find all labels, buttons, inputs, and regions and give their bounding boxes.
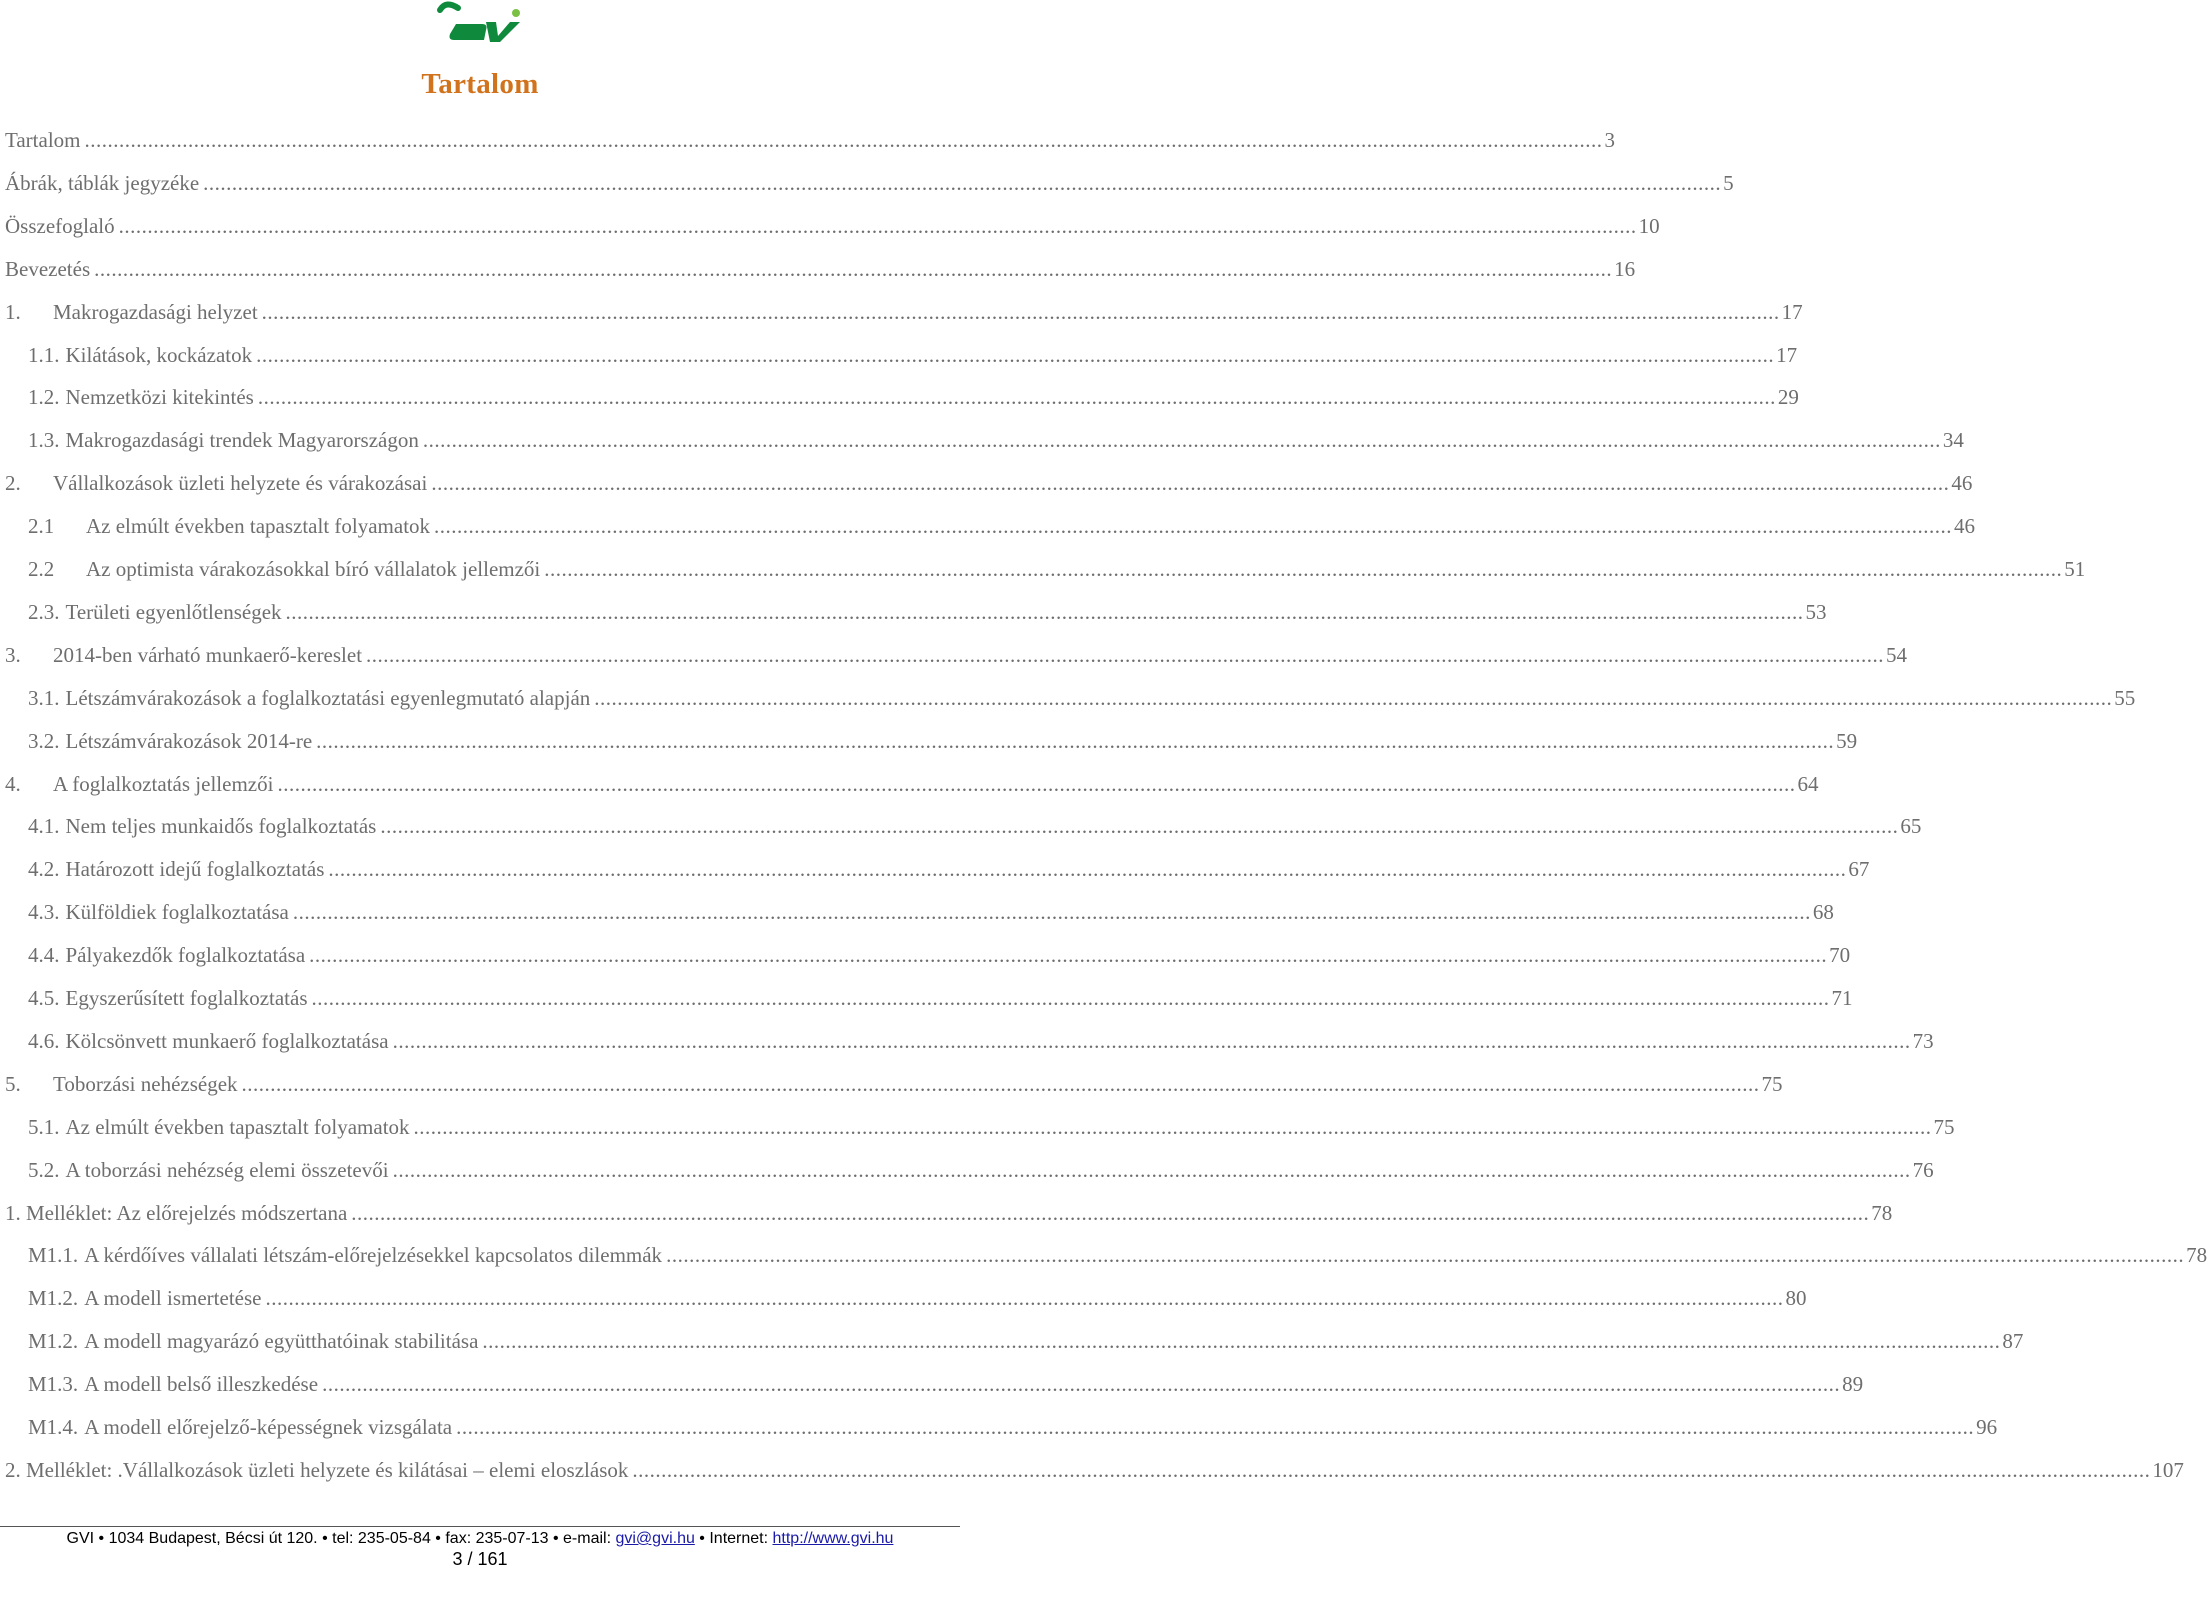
toc-entry-page: 53 (1805, 599, 1827, 624)
toc-entry-page: 75 (1761, 1071, 1783, 1096)
page-title: Tartalom (421, 68, 539, 100)
toc-leader-dots (351, 1201, 1869, 1226)
toc-entry[interactable] (0, 1286, 1807, 1314)
toc-entry-number: 1.3. (28, 428, 60, 453)
toc-entry-label: Határozott idejű foglalkoztatás (65, 857, 325, 882)
toc-entry[interactable] (0, 428, 1964, 456)
toc-leader-dots (632, 1458, 2150, 1483)
toc-entry[interactable] (0, 299, 1803, 328)
toc-entry-page: 89 (1842, 1372, 1864, 1397)
toc-entry-number: 5.2. (28, 1157, 60, 1182)
toc-entry-page: 87 (2002, 1329, 2024, 1354)
toc-entry[interactable] (0, 1243, 2207, 1271)
toc-entry[interactable] (0, 1114, 1955, 1143)
footer-separator: • Internet: (694, 1530, 773, 1547)
toc-entry[interactable] (0, 857, 1870, 885)
toc-leader-dots (328, 857, 1846, 882)
toc-entry[interactable] (0, 986, 1853, 1014)
toc-entry[interactable] (0, 170, 1734, 199)
toc-leader-dots (322, 1372, 1840, 1397)
toc-leader-dots (203, 171, 1721, 196)
toc-entry-page: 67 (1848, 857, 1870, 882)
toc-leader-dots (594, 686, 2112, 711)
toc-entry-label: 1. Melléklet: Az előrejelzés módszertana (5, 1200, 348, 1225)
toc-entry[interactable] (0, 256, 1636, 285)
toc-entry-label: Ábrák, táblák jegyzéke (5, 170, 200, 195)
footer (0, 1530, 960, 1548)
toc-entry-number: 1.1. (28, 342, 60, 367)
toc-entry-label: Egyszerűsített foglalkoztatás (65, 986, 308, 1010)
toc-entry-number: 4.3. (28, 900, 60, 925)
toc-entry[interactable] (0, 1200, 1893, 1229)
toc-entry-page: 17 (1781, 299, 1803, 324)
toc-entry[interactable] (0, 1071, 1783, 1100)
toc-entry[interactable] (0, 471, 1973, 499)
toc-leader-dots (312, 986, 1830, 1011)
toc-entry-label: Nem teljes munkaidős foglalkoztatás (65, 814, 377, 839)
toc-leader-dots (277, 772, 1795, 797)
toc-leader-dots (286, 600, 1804, 625)
toc-entry-label: Makrogazdasági trendek Magyarországon (65, 428, 419, 453)
toc-leader-dots (666, 1243, 2184, 1268)
toc-entry-label: A modell magyarázó együtthatóinak stabilitása (84, 1329, 479, 1354)
toc-entry-page: 80 (1785, 1286, 1807, 1311)
toc-entry-page: 55 (2114, 685, 2136, 710)
toc-entry-page: 51 (2064, 557, 2086, 581)
footer-web-link[interactable]: http://www.gvi.hu (772, 1530, 894, 1547)
toc-entry-page: 17 (1776, 342, 1798, 367)
toc-entry-label: Tartalom (5, 128, 81, 152)
toc-entry-page: 70 (1829, 943, 1851, 968)
toc-entry-label: Az elmúlt években tapasztalt folyamatok (86, 514, 431, 539)
toc-entry-number: 3. (5, 642, 21, 667)
toc-entry-page: 71 (1831, 986, 1853, 1010)
toc-entry-label: 2. Melléklet: .Vállalkozások üzleti helyzete és kilátásai – elemi eloszlások (5, 1457, 629, 1482)
toc-leader-dots (544, 557, 2062, 582)
toc-entry-page: 34 (1942, 428, 1964, 453)
toc-entry-number: 4.2. (28, 857, 60, 882)
toc-entry[interactable] (0, 943, 1851, 971)
toc-leader-dots (380, 814, 1898, 839)
toc-entry-number: M1.1. (28, 1243, 79, 1268)
toc-entry-number: 3.2. (28, 728, 60, 753)
toc-leader-dots (258, 385, 1776, 410)
toc-entry-label: Külföldiek foglalkoztatása (65, 900, 289, 925)
toc-entry[interactable] (0, 771, 1819, 800)
toc-leader-dots (482, 1329, 2000, 1354)
toc-leader-dots (393, 1158, 1911, 1183)
toc-entry-label: A modell ismertetése (84, 1286, 262, 1311)
toc-entry-label: Bevezetés (5, 256, 91, 281)
toc-entry[interactable] (0, 1157, 1934, 1186)
toc-entry-label: Nemzetközi kitekintés (65, 385, 254, 410)
page-number: 3 / 161 (452, 1549, 508, 1569)
toc-entry[interactable] (0, 557, 2086, 585)
toc-entry-number: 1. (5, 299, 21, 324)
toc-entry-label: Létszámvárakozások 2014-re (65, 728, 313, 753)
toc-entry[interactable] (0, 128, 1615, 156)
toc-entry-page: 75 (1933, 1114, 1955, 1139)
toc-entry[interactable] (0, 213, 1660, 242)
toc-entry-number: M1.3. (28, 1372, 79, 1397)
toc-leader-dots (423, 428, 1941, 453)
gvi-logo-icon (436, 0, 526, 48)
toc-entry-number: 2.1 (28, 514, 55, 539)
toc-leader-dots (309, 943, 1827, 968)
toc-entry-page: 59 (1836, 728, 1858, 753)
toc-entry-number: 1.2. (28, 385, 60, 410)
toc-entry-label: Vállalkozások üzleti helyzete és várakozásai (53, 471, 428, 496)
toc-leader-dots (366, 643, 1884, 668)
toc-entry-number: M1.2. (28, 1329, 79, 1354)
toc-entry-page: 64 (1797, 771, 1819, 796)
toc-entry[interactable] (0, 342, 1798, 371)
toc-entry-label: Létszámvárakozások a foglalkoztatási egyenlegmutató alapján (65, 685, 591, 710)
toc-entry-page: 46 (1951, 471, 1973, 496)
toc-entry-label: Területi egyenlőtlenségek (65, 599, 282, 624)
toc-leader-dots (431, 471, 1949, 496)
toc-leader-dots (316, 729, 1834, 754)
toc-entry-label: Összefoglaló (5, 213, 115, 238)
toc-entry-number: 2. (5, 471, 21, 496)
toc-entry-page: 96 (1976, 1415, 1998, 1439)
toc-entry-label: Kilátások, kockázatok (65, 342, 253, 367)
toc-entry-page: 29 (1777, 385, 1799, 410)
toc-entry-number: 4.1. (28, 814, 60, 839)
toc-entry-label: A modell belső illeszkedése (84, 1372, 319, 1397)
toc-leader-dots (85, 128, 1603, 153)
toc-entry-label: Pályakezdők foglalkoztatása (65, 943, 306, 968)
toc-leader-dots (119, 214, 1637, 239)
footer-divider (0, 1526, 960, 1527)
toc-entry[interactable] (0, 514, 1976, 542)
toc-leader-dots (94, 257, 1612, 282)
toc-entry[interactable] (0, 728, 1858, 757)
toc-entry-page: 76 (1912, 1157, 1934, 1182)
toc-entry-page: 16 (1614, 256, 1636, 281)
toc-entry-page: 46 (1954, 514, 1976, 539)
toc-entry[interactable] (0, 900, 1834, 928)
toc-entry[interactable] (0, 385, 1799, 413)
toc-entry-page: 10 (1638, 213, 1660, 238)
toc-entry[interactable] (0, 814, 1922, 842)
toc-entry-number: 4. (5, 771, 21, 796)
toc-entry-number: 4.6. (28, 1028, 60, 1053)
toc-leader-dots (414, 1115, 1932, 1140)
toc-entry[interactable] (0, 1415, 1998, 1443)
toc-entry[interactable] (0, 1329, 2024, 1357)
toc-entry[interactable] (0, 1028, 1934, 1057)
toc-entry[interactable] (0, 1372, 1864, 1400)
toc-leader-dots (242, 1072, 1760, 1097)
toc-entry-page: 65 (1900, 814, 1922, 839)
toc-entry[interactable] (0, 685, 2136, 714)
toc-leader-dots (456, 1415, 1974, 1440)
toc-entry-page: 73 (1912, 1028, 1934, 1053)
toc-entry-label: Toborzási nehézségek (53, 1071, 238, 1096)
footer-email-link[interactable]: gvi@gvi.hu (615, 1530, 695, 1547)
toc-entry-number: 2.3. (28, 599, 60, 624)
toc-entry-number: 2.2 (28, 557, 55, 581)
toc-entry[interactable] (0, 642, 1908, 671)
toc-entry-page: 54 (1886, 642, 1908, 667)
toc-entry-number: 3.1. (28, 685, 60, 710)
toc-entry-label: Kölcsönvett munkaerő foglalkoztatása (65, 1028, 389, 1053)
toc-entry-number: 5. (5, 1071, 21, 1096)
toc-leader-dots (393, 1029, 1911, 1054)
toc-entry-label: 2014-ben várható munkaerő-kereslet (53, 642, 363, 667)
toc-entry-number: M1.4. (28, 1415, 79, 1439)
toc-entry-label: A toborzási nehézség elemi összetevői (65, 1157, 389, 1182)
toc-entry-page: 5 (1723, 170, 1734, 195)
toc-entry-page: 68 (1812, 900, 1834, 925)
toc-entry-label: Az elmúlt években tapasztalt folyamatok (65, 1114, 410, 1139)
toc-entry[interactable] (0, 599, 1827, 628)
toc-leader-dots (434, 514, 1952, 539)
toc-leader-dots (256, 343, 1774, 368)
toc-entry[interactable] (0, 1457, 2184, 1486)
toc-entry-label: Makrogazdasági helyzet (53, 299, 258, 324)
toc-leader-dots (262, 300, 1780, 325)
toc-entry-number: 4.5. (28, 986, 60, 1010)
toc-entry-page: 3 (1604, 128, 1615, 152)
toc-entry-number: 4.4. (28, 943, 60, 968)
toc-entry-label: A kérdőíves vállalati létszám-előrejelzésekkel kapcsolatos dilemmák (84, 1243, 663, 1268)
toc-leader-dots (265, 1286, 1783, 1311)
toc-entry-label: Az optimista várakozásokkal bíró vállalatok jellemzői (86, 557, 541, 581)
toc-entry-number: 5.1. (28, 1114, 60, 1139)
footer-contact: GVI • 1034 Budapest, Bécsi út 120. • tel: 235-05-84 • fax: 235-07-13 • e-mail: (66, 1530, 616, 1547)
toc-entry-label: A foglalkoztatás jellemzői (53, 771, 274, 796)
toc-entry-page: 78 (2186, 1243, 2207, 1268)
toc-leader-dots (293, 900, 1811, 925)
toc-entry-number: M1.2. (28, 1286, 79, 1311)
toc-entry-label: A modell előrejelző-képességnek vizsgálata (84, 1415, 453, 1439)
toc-entry-page: 107 (2152, 1457, 2184, 1482)
toc-entry-page: 78 (1871, 1200, 1893, 1225)
